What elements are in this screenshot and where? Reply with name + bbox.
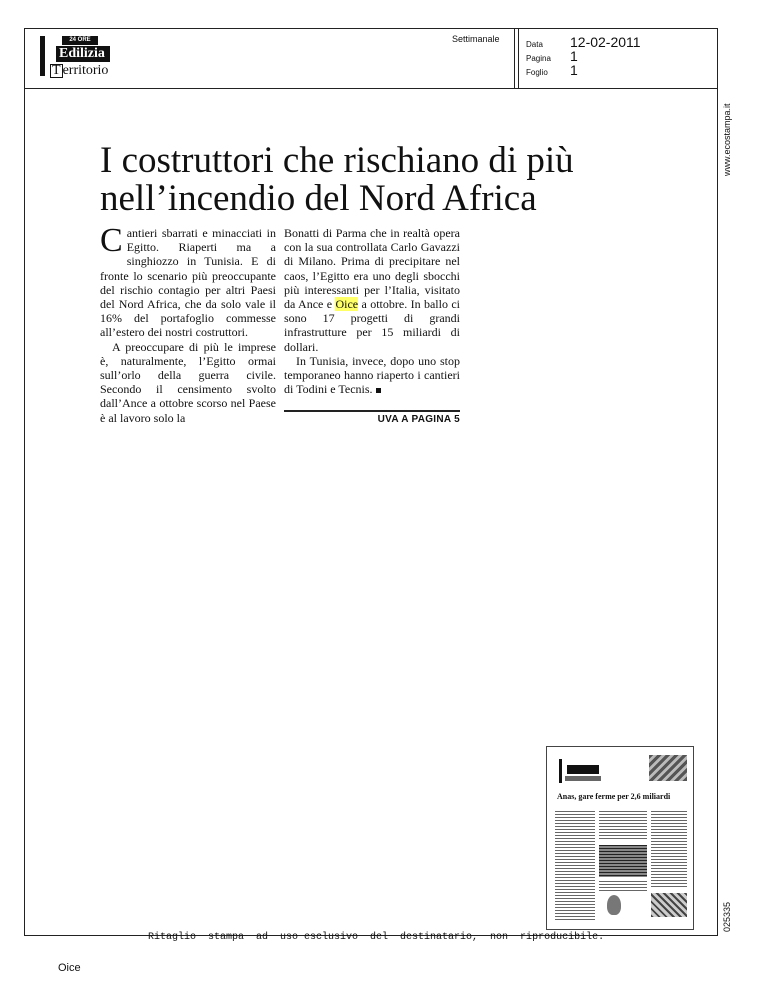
logo-edilizia: Edilizia — [56, 46, 110, 62]
thumbnail-column — [555, 811, 595, 921]
continue-rule — [284, 410, 460, 412]
header-divider — [24, 88, 718, 89]
thumbnail-portrait — [607, 895, 621, 915]
drop-cap: C — [100, 222, 123, 259]
keyword-tag: Oice — [58, 962, 81, 974]
side-url-text: www.ecostampa.it — [722, 103, 732, 176]
side-code — [722, 880, 736, 932]
headline-line-2: nell’incendio del Nord Africa — [100, 178, 537, 219]
meta-row-date — [526, 34, 641, 48]
meta-value: 12-02-2011 — [570, 34, 641, 50]
highlighted-keyword: Oice — [335, 297, 359, 312]
continue-reference: UVA A PAGINA 5 — [377, 414, 460, 425]
side-url — [722, 96, 736, 176]
paragraph — [284, 226, 460, 354]
side-code-text: 025335 — [722, 901, 732, 932]
article-headline — [100, 142, 660, 218]
paragraph — [100, 222, 276, 340]
headline-line-1: I costruttori che rischiano di più — [100, 140, 574, 181]
paragraph-text: In Tunisia, invece, dopo uno stop temporaneo hanno riaperto i cantieri di Todini e Tecnis. — [284, 353, 460, 397]
thumbnail-article-box — [599, 845, 647, 877]
publication-logo — [38, 34, 138, 80]
page-thumbnail — [546, 746, 694, 930]
thumbnail-column — [599, 881, 647, 891]
paragraph: A preoccupare di più le imprese è, naturalmente, l’Egitto ormai sull’orlo della guerra civile. Secondo il censimento svolto dall’Ance a ottobre scorso nel Paese è al lavoro solo la — [100, 339, 276, 425]
article-column-2 — [284, 226, 460, 396]
periodicity-label: Settimanale — [452, 34, 500, 44]
clipping-meta — [526, 34, 641, 76]
reproduction-notice: Ritaglio stampa ad uso esclusivo del destinatario, non riproducibile. — [148, 932, 605, 943]
meta-row-sheet — [526, 62, 641, 76]
logo-territorio-rest: erritorio — [62, 63, 109, 78]
meta-divider-right — [518, 28, 519, 88]
paragraph-text: Bonatti di Parma che in realtà opera con la sua controllata Carlo Gavazzi di Milano. Prima di precipitare nel caos, l’Egitto era uno degli sbocchi più interessanti per l’Italia, visitato da Ance e — [284, 226, 460, 312]
logo-bar — [40, 36, 45, 76]
meta-label: Data — [526, 40, 543, 49]
article-column-1 — [100, 222, 276, 425]
end-mark-icon — [376, 388, 381, 393]
logo-territorio — [50, 63, 108, 78]
thumbnail-column — [651, 811, 687, 889]
thumbnail-photo — [649, 755, 687, 781]
meta-row-page — [526, 48, 641, 62]
thumbnail-headline: Anas, gare ferme per 2,6 miliardi — [557, 792, 671, 801]
meta-label: Foglio — [526, 68, 548, 77]
logo-ribbon: 24 ORE — [62, 36, 98, 45]
paragraph — [284, 354, 460, 397]
meta-label: Pagina — [526, 54, 551, 63]
thumbnail-logo — [559, 759, 603, 785]
logo-territorio-cap: T — [52, 63, 61, 78]
paragraph-text: antieri sbarrati e minacciati in Egitto. Riaperti ma a singhiozzo in Tunisia. E di fronte lo scenario più preoccupante del rischio contagio per altri Paesi del Nord Africa, che da solo vale il 16% del portafoglio commesse all’estero dei nostri costruttori. — [100, 226, 276, 340]
meta-value: 1 — [570, 48, 578, 64]
meta-divider-left — [514, 28, 515, 88]
paragraph-text: a ottobre. In ballo ci sono 17 progetti di grandi infrastrutture per 15 miliardi di dollari. — [284, 297, 461, 354]
meta-value: 1 — [570, 62, 578, 78]
thumbnail-column — [599, 811, 647, 841]
thumbnail-bridge-photo — [651, 893, 687, 917]
